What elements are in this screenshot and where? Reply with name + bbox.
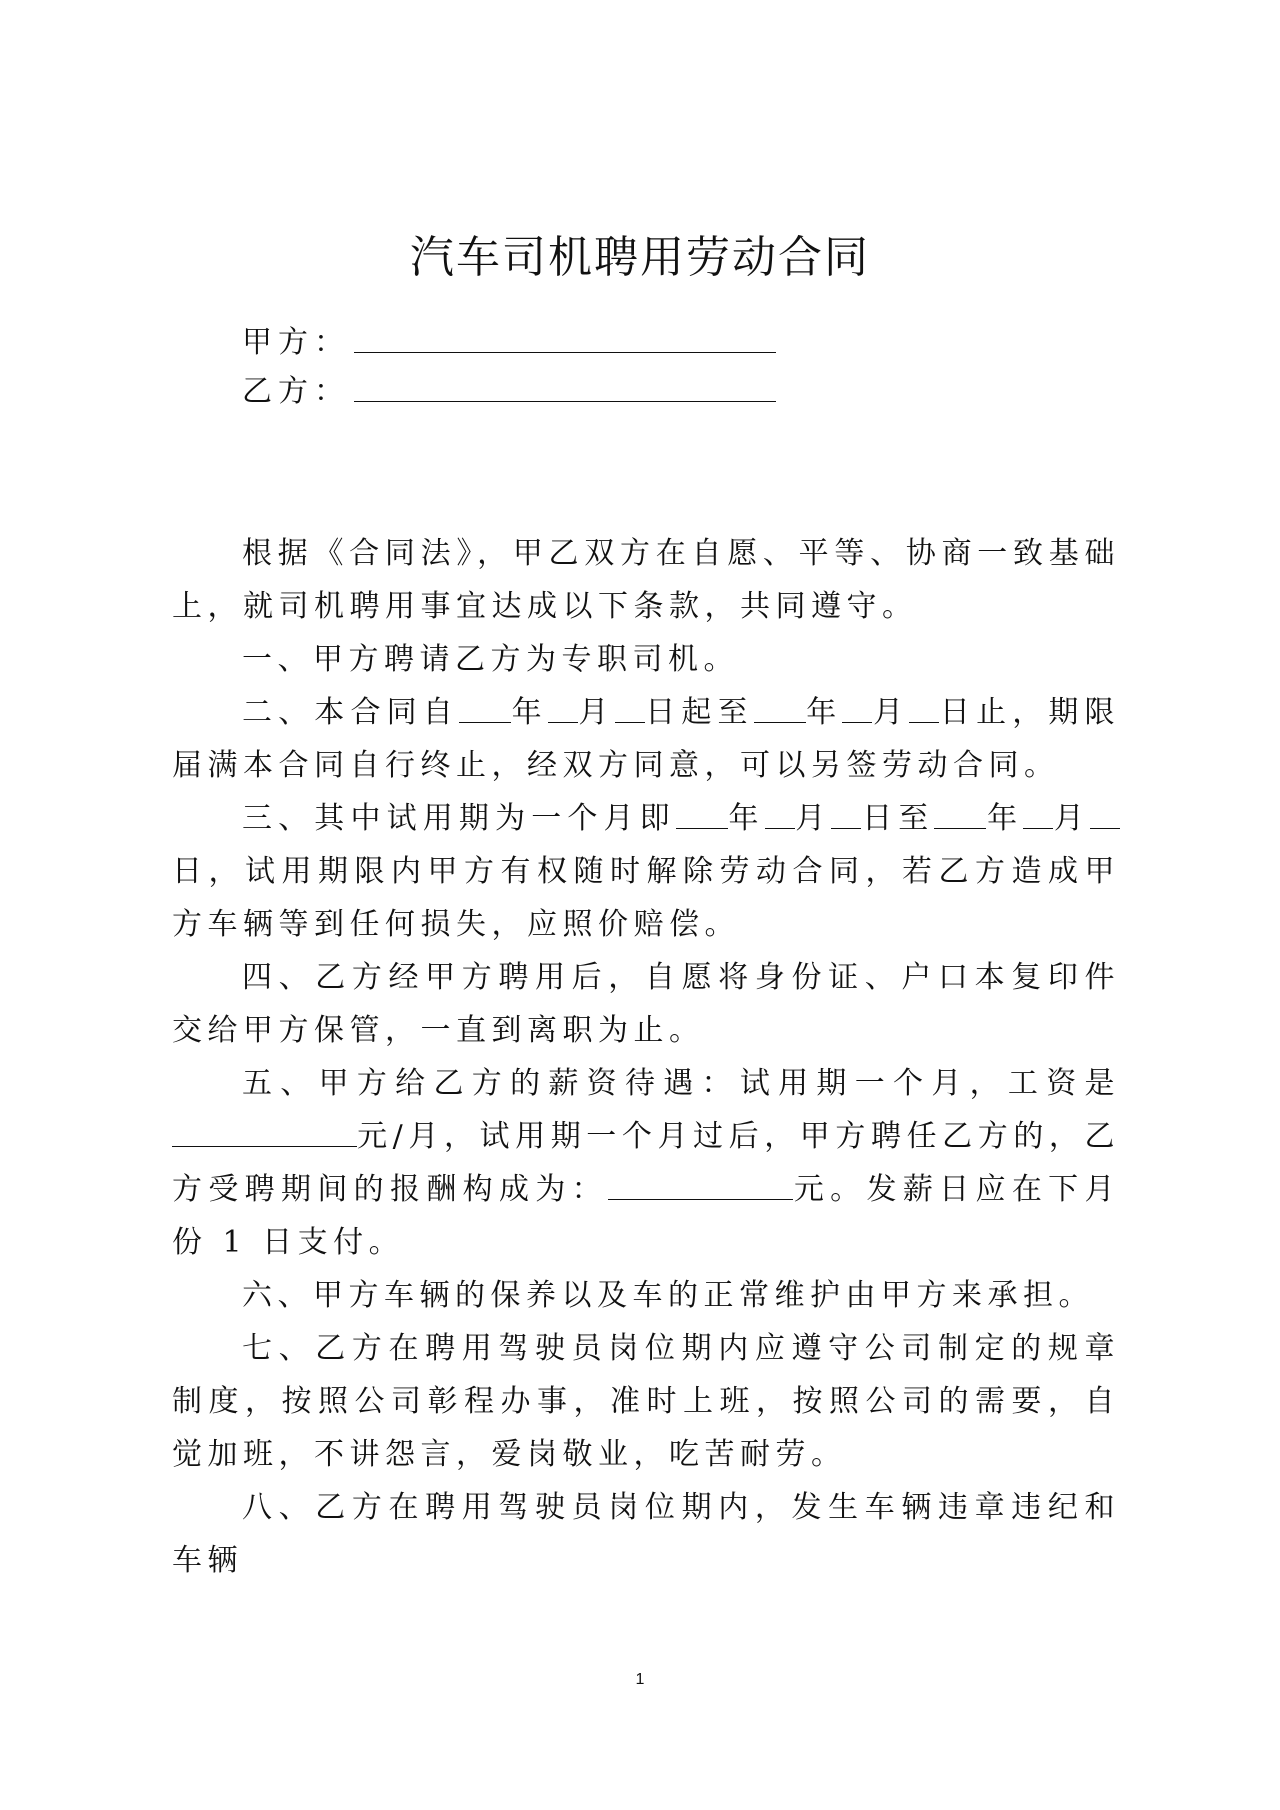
clause-3-text-c: 月 [794, 801, 832, 836]
clause-2 [172, 686, 1120, 792]
blank-trial-start-year [676, 792, 728, 829]
clause-6: 六、甲方车辆的保养以及车的正常维护由甲方来承担。 [242, 1278, 1094, 1313]
clause-3-text-f: 月 [1053, 801, 1091, 836]
clause-2-text-f: 月 [872, 695, 910, 730]
blank-trial-start-month [765, 792, 795, 829]
party-b-label: 乙方： [242, 374, 350, 409]
clause-3-text-g: 日，试用期限内甲方有权随时解除劳动合同，若乙方造成甲方车辆等到任何损失，应照价赔偿。 [172, 854, 1120, 942]
blank-trial-salary [172, 1110, 357, 1147]
contract-body [172, 527, 1120, 1587]
clause-2-text-a: 二、本合同自 [242, 695, 459, 730]
clause-4: 四、乙方经甲方聘用后，自愿将身份证、户口本复印件交给甲方保管，一直到离职为止。 [172, 960, 1120, 1048]
clause-3 [172, 792, 1120, 951]
intro-line-2: 就司机聘用事宜达成以下条款，共同遵守。 [243, 589, 918, 624]
blank-end-day [909, 686, 939, 723]
page-number: 1 [635, 1671, 645, 1688]
blank-end-year [754, 686, 806, 723]
clause-5-text-b: 元/月，试用期一个月过后，甲方聘任乙方的，乙方受聘期间的报酬构成为： [172, 1119, 1120, 1207]
blank-trial-end-month [1023, 792, 1053, 829]
clause-3-text-a: 三、其中试用期为一个月即 [242, 801, 676, 836]
clause-2-text-g: 日止，期限届满本合同自行终止，经双方同意，可以另签劳动合同。 [172, 695, 1121, 783]
clause-3-text-d: 日至 [861, 801, 935, 836]
clause-1: 一、甲方聘请乙方为专职司机。 [242, 642, 739, 677]
blank-regular-salary [608, 1163, 793, 1200]
party-a-line [242, 318, 842, 368]
document-title: 汽车司机聘用劳动合同 [410, 232, 870, 283]
blank-trial-start-day [831, 792, 861, 829]
blank-start-year [459, 686, 511, 723]
blank-end-month [842, 686, 872, 723]
blank-start-month [548, 686, 578, 723]
party-a-blank [354, 318, 776, 353]
clause-7: 七、乙方在聘用驾驶员岗位期内应遵守公司制定的规章制度，按照公司彰程办事，准时上班，按照公司的需要，自觉加班，不讲怨言，爱岗敬业，吃苦耐劳。 [172, 1331, 1120, 1472]
blank-trial-end-day [1090, 792, 1120, 829]
clause-5-text-a: 五、甲方给乙方的薪资待遇：试用期一个月，工资是 [242, 1066, 1120, 1101]
clause-2-text-b: 年 [510, 695, 548, 730]
clause-5 [172, 1057, 1120, 1269]
blank-start-day [615, 686, 645, 723]
clause-3-text-e: 年 [986, 801, 1024, 836]
party-a-label: 甲方： [242, 325, 350, 360]
clause-8: 八、乙方在聘用驾驶员岗位期内，发生车辆违章违纪和车辆 [172, 1490, 1120, 1578]
blank-trial-end-year [934, 792, 986, 829]
clause-3-text-b: 年 [727, 801, 765, 836]
clause-2-text-c: 月 [577, 695, 615, 730]
party-b-line [242, 367, 842, 417]
clause-2-text-d: 日起至 [644, 695, 754, 730]
intro-paragraph [172, 527, 1120, 633]
clause-5-text-c: 元。发薪日应在下月份 1 日支付。 [172, 1172, 1120, 1260]
intro-line-1: 根据《合同法》，甲乙双方在自愿、平等、协商一致基础上， [172, 536, 1120, 624]
party-b-blank [354, 367, 776, 402]
clause-2-text-e: 年 [805, 695, 843, 730]
